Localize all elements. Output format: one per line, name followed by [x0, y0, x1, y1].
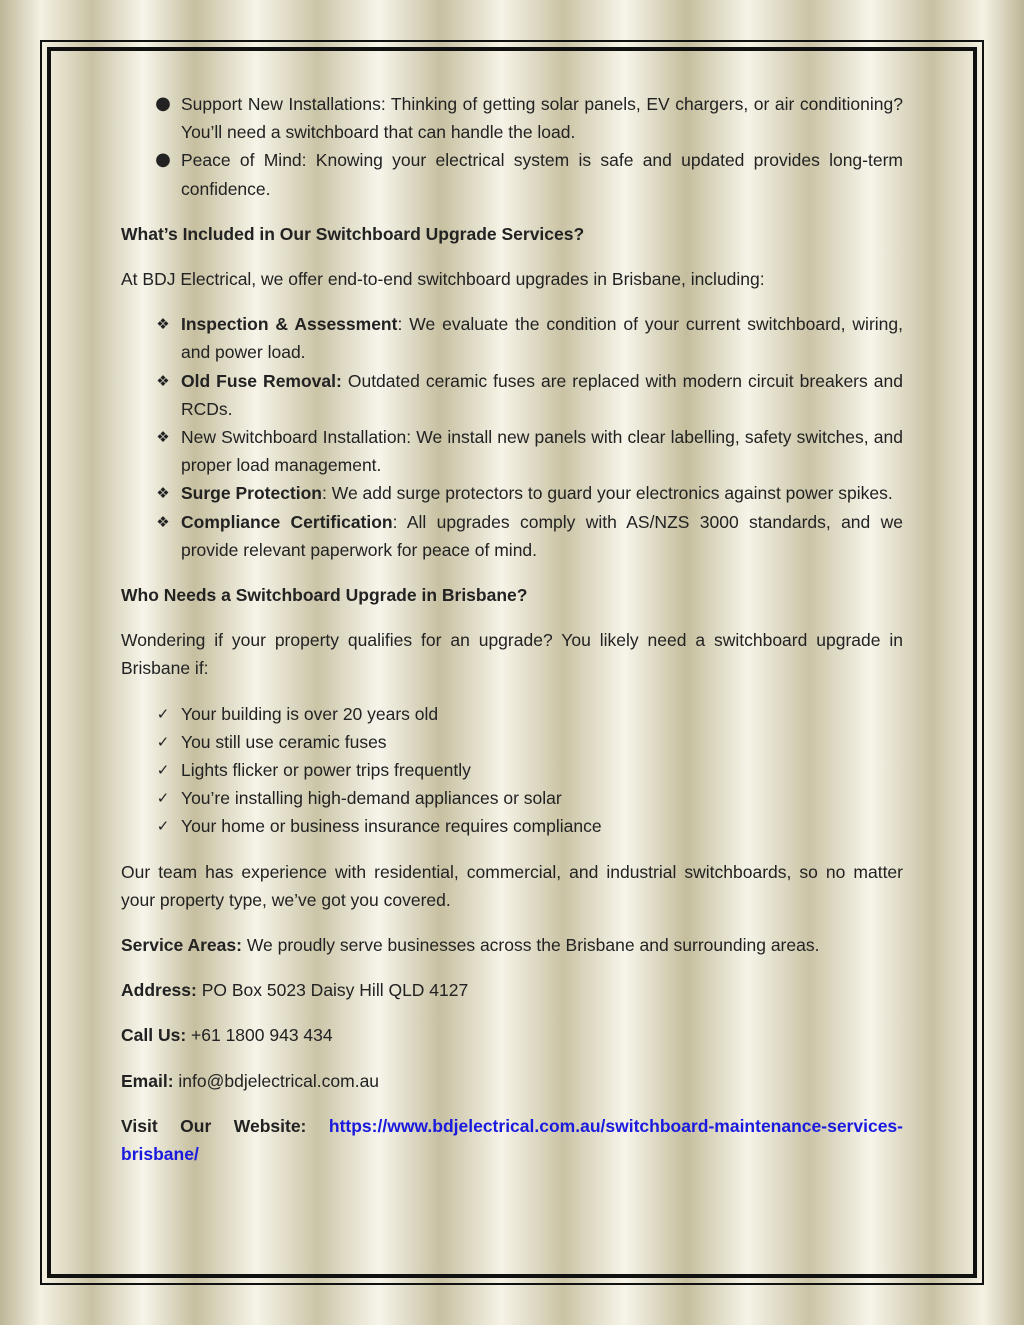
list-item [121, 423, 903, 479]
who-heading: Who Needs a Switchboard Upgrade in Brisbane? [121, 585, 528, 606]
benefit-text: Peace of Mind: Knowing your electrical system is safe and updated provides long-term confidence. [181, 150, 903, 199]
phone-label: Call Us: [121, 1025, 187, 1046]
list-item [121, 784, 903, 812]
item-text: We add surge protectors to guard your electronics against power spikes. [326, 483, 893, 504]
bullet-icon: ● [155, 93, 171, 114]
email-label: Email: [121, 1070, 174, 1091]
phone-value: +61 1800 943 434 [186, 1025, 333, 1046]
address-value: PO Box 5023 Daisy Hill QLD 4127 [196, 980, 469, 1001]
list-item [121, 310, 903, 366]
list-item [121, 479, 903, 507]
list-item [121, 90, 903, 146]
included-heading: What’s Included in Our Switchboard Upgrade Services? [121, 223, 585, 244]
list-item [121, 756, 903, 784]
address [121, 976, 903, 1004]
check-text: Your home or business insurance requires compliance [181, 816, 602, 837]
list-item [121, 146, 903, 202]
checkmark-icon: ✓ [156, 817, 170, 836]
item-title: Inspection & Assessment [181, 314, 398, 335]
list-item [121, 812, 903, 840]
service-areas-value: We proudly serve businesses across the Brisbane and surrounding areas. [241, 935, 820, 956]
document-body [121, 90, 903, 1168]
email [121, 1067, 903, 1095]
check-text: Lights flicker or power trips frequently [181, 760, 471, 781]
service-areas-label: Service Areas: [121, 935, 242, 956]
address-label: Address: [121, 980, 197, 1001]
item-text: Outdated ceramic fuses are replaced with modern circuit breakers and RCDs. [181, 370, 903, 419]
item-title: Old Fuse Removal: [181, 370, 342, 391]
item-title: Compliance Certification [181, 511, 393, 532]
website-label: Visit Our Website: [121, 1115, 307, 1136]
item-separator: : [397, 314, 403, 335]
list-item [121, 700, 903, 728]
included-list [121, 310, 903, 564]
diamond-bullet-icon: ❖ [156, 371, 170, 390]
item-title: Surge Protection [181, 483, 322, 504]
diamond-bullet-icon: ❖ [156, 315, 170, 334]
item-separator: : [392, 511, 398, 532]
included-intro: At BDJ Electrical, we offer end-to-end switchboard upgrades in Brisbane, including: [121, 269, 765, 290]
checkmark-icon: ✓ [156, 761, 170, 780]
list-item [121, 508, 903, 564]
checklist [121, 700, 903, 841]
bullet-icon: ● [155, 149, 171, 171]
checkmark-icon: ✓ [156, 789, 170, 808]
closing-paragraph: Our team has experience with residential, commercial, and industrial switchboards, so no matter your property type, we’ve got you covered. [121, 861, 903, 910]
diamond-bullet-icon: ❖ [156, 428, 170, 447]
check-text: Your building is over 20 years old [181, 703, 439, 724]
item-text: All upgrades comply with AS/NZS 3000 standards, and we provide relevant paperwork for peace of mind. [181, 511, 903, 560]
diamond-bullet-icon: ❖ [156, 484, 170, 503]
website-link[interactable]: https://www.bdjelectrical.com.au/switchboard-maintenance-services-brisbane/ [121, 1115, 903, 1165]
checkmark-icon: ✓ [156, 732, 170, 751]
checkmark-icon: ✓ [156, 704, 170, 723]
phone [121, 1021, 903, 1049]
benefit-text: Support New Installations: Thinking of getting solar panels, EV chargers, or air conditioning? You’ll need a switchboard that can handle the load. [181, 94, 903, 143]
item-text: We evaluate the condition of your current switchboard, wiring, and power load. [181, 314, 903, 363]
website [121, 1112, 903, 1168]
check-text: You’re installing high-demand appliances or solar [181, 788, 562, 809]
benefits-list [121, 90, 903, 203]
who-intro: Wondering if your property qualifies for an upgrade? You likely need a switchboard upgrade in Brisbane if: [121, 630, 903, 679]
item-text: New Switchboard Installation: We install new panels with clear labelling, safety switches, and proper load management. [181, 427, 903, 476]
email-value: info@bdjelectrical.com.au [173, 1070, 380, 1091]
item-separator: : [322, 483, 327, 504]
service-areas [121, 931, 903, 959]
check-text: You still use ceramic fuses [181, 731, 387, 752]
list-item [121, 367, 903, 423]
list-item [121, 728, 903, 756]
diamond-bullet-icon: ❖ [156, 512, 170, 531]
